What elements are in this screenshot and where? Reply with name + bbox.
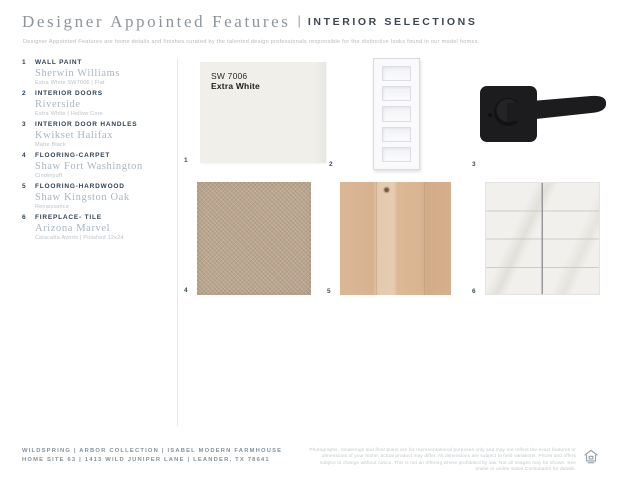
selection-number: 5 xyxy=(22,183,27,190)
selection-detail: Extra White | Hollow Core xyxy=(35,111,103,117)
builder-logo xyxy=(582,447,600,465)
selection-brand: Sherwin Williams xyxy=(35,68,121,79)
selection-item-flooring-carpet xyxy=(22,152,174,179)
selection-head xyxy=(22,121,174,128)
footer-community-info xyxy=(22,447,282,465)
selection-brand: Shaw Fort Washington xyxy=(35,161,143,172)
home-icon xyxy=(582,447,600,465)
selection-detail: Calacatta Avorio | Polished 12x24 xyxy=(35,235,124,241)
selections-list xyxy=(22,59,174,245)
selection-category: INTERIOR DOORS xyxy=(35,90,103,97)
page-title-caps: INTERIOR SELECTIONS xyxy=(307,16,478,28)
swatch-number-3: 3 xyxy=(472,161,476,168)
door-handle-icon xyxy=(477,84,609,146)
selection-detail: Matte Black xyxy=(35,142,66,148)
door-handle-swatch xyxy=(477,84,609,146)
selection-item-flooring-hardwood xyxy=(22,183,174,210)
tile-swatch xyxy=(485,182,600,295)
selection-item-interior-doors xyxy=(22,90,174,117)
selection-item-wall-paint xyxy=(22,59,174,86)
paint-name: Extra White xyxy=(211,81,260,91)
selection-brand: Shaw Kingston Oak xyxy=(35,192,130,203)
selection-head xyxy=(22,152,174,159)
selection-detail: Cinderpuff xyxy=(35,173,63,179)
page-title xyxy=(22,12,477,32)
selection-detail: Renaissance xyxy=(35,204,69,210)
selection-head xyxy=(22,183,174,190)
door-panel xyxy=(382,86,411,101)
hardwood-swatch xyxy=(340,182,451,295)
selection-number: 3 xyxy=(22,121,27,128)
selection-brand: Riverside xyxy=(35,99,81,110)
door-panel xyxy=(382,66,411,81)
paint-code: SW 7006 xyxy=(211,71,248,81)
page-title-serif: Designer Appointed Features xyxy=(22,12,291,31)
swatch-number-1: 1 xyxy=(184,157,188,164)
page-subtitle: Designer Appointed Features are home details and finishes curated by the talented design professionals responsible for the distinctive looks found in our model homes. xyxy=(23,39,480,45)
selection-number: 2 xyxy=(22,90,27,97)
selection-head xyxy=(22,59,174,66)
door-panel xyxy=(382,106,411,121)
swatch-number-5: 5 xyxy=(327,288,331,295)
swatch-number-4: 4 xyxy=(184,287,188,294)
swatch-number-6: 6 xyxy=(472,288,476,295)
footer-line-1: WILDSPRING | ARBOR COLLECTION | ISABEL MODERN FARMHOUSE xyxy=(22,448,283,454)
selection-category: WALL PAINT xyxy=(35,59,83,66)
selection-brand: Kwikset Halifax xyxy=(35,130,114,141)
footer-disclaimer: Photographs, renderings and floor plans are for representational purposes only and may not reflect the exact features or dimensions of your home, actual product may differ. All dimensions are subject to field variations. Prices and offers subject to change without notice. This is not an offering where prohibited by law. Not all images may be shown. See onsite or online Sales Consultants for details. xyxy=(309,448,576,472)
title-divider: | xyxy=(297,13,301,28)
selection-category: INTERIOR DOOR HANDLES xyxy=(35,121,138,128)
selection-brand: Arizona Marvel xyxy=(35,223,111,234)
door-panel xyxy=(382,127,411,142)
vertical-divider xyxy=(177,58,178,426)
interior-door-swatch xyxy=(373,58,420,170)
selection-category: FLOORING-CARPET xyxy=(35,152,111,159)
selection-item-door-handles xyxy=(22,121,174,148)
footer-line-2: HOME SITE 63 | 1413 WILD JUNIPER LANE | LEANDER, TX 78641 xyxy=(22,457,270,463)
selection-number: 1 xyxy=(22,59,27,66)
paint-swatch xyxy=(200,62,326,163)
selection-category: FLOORING-HARDWOOD xyxy=(35,183,125,190)
selection-number: 4 xyxy=(22,152,27,159)
selection-category: FIREPLACE- TILE xyxy=(35,214,102,221)
selection-number: 6 xyxy=(22,214,27,221)
door-panel xyxy=(382,147,411,162)
carpet-swatch xyxy=(197,182,311,295)
selection-head xyxy=(22,90,174,97)
selection-detail: Extra White SW7006 | Flat xyxy=(35,80,105,86)
swatch-number-2: 2 xyxy=(329,161,333,168)
selection-head xyxy=(22,214,174,221)
selection-item-fireplace-tile xyxy=(22,214,174,241)
